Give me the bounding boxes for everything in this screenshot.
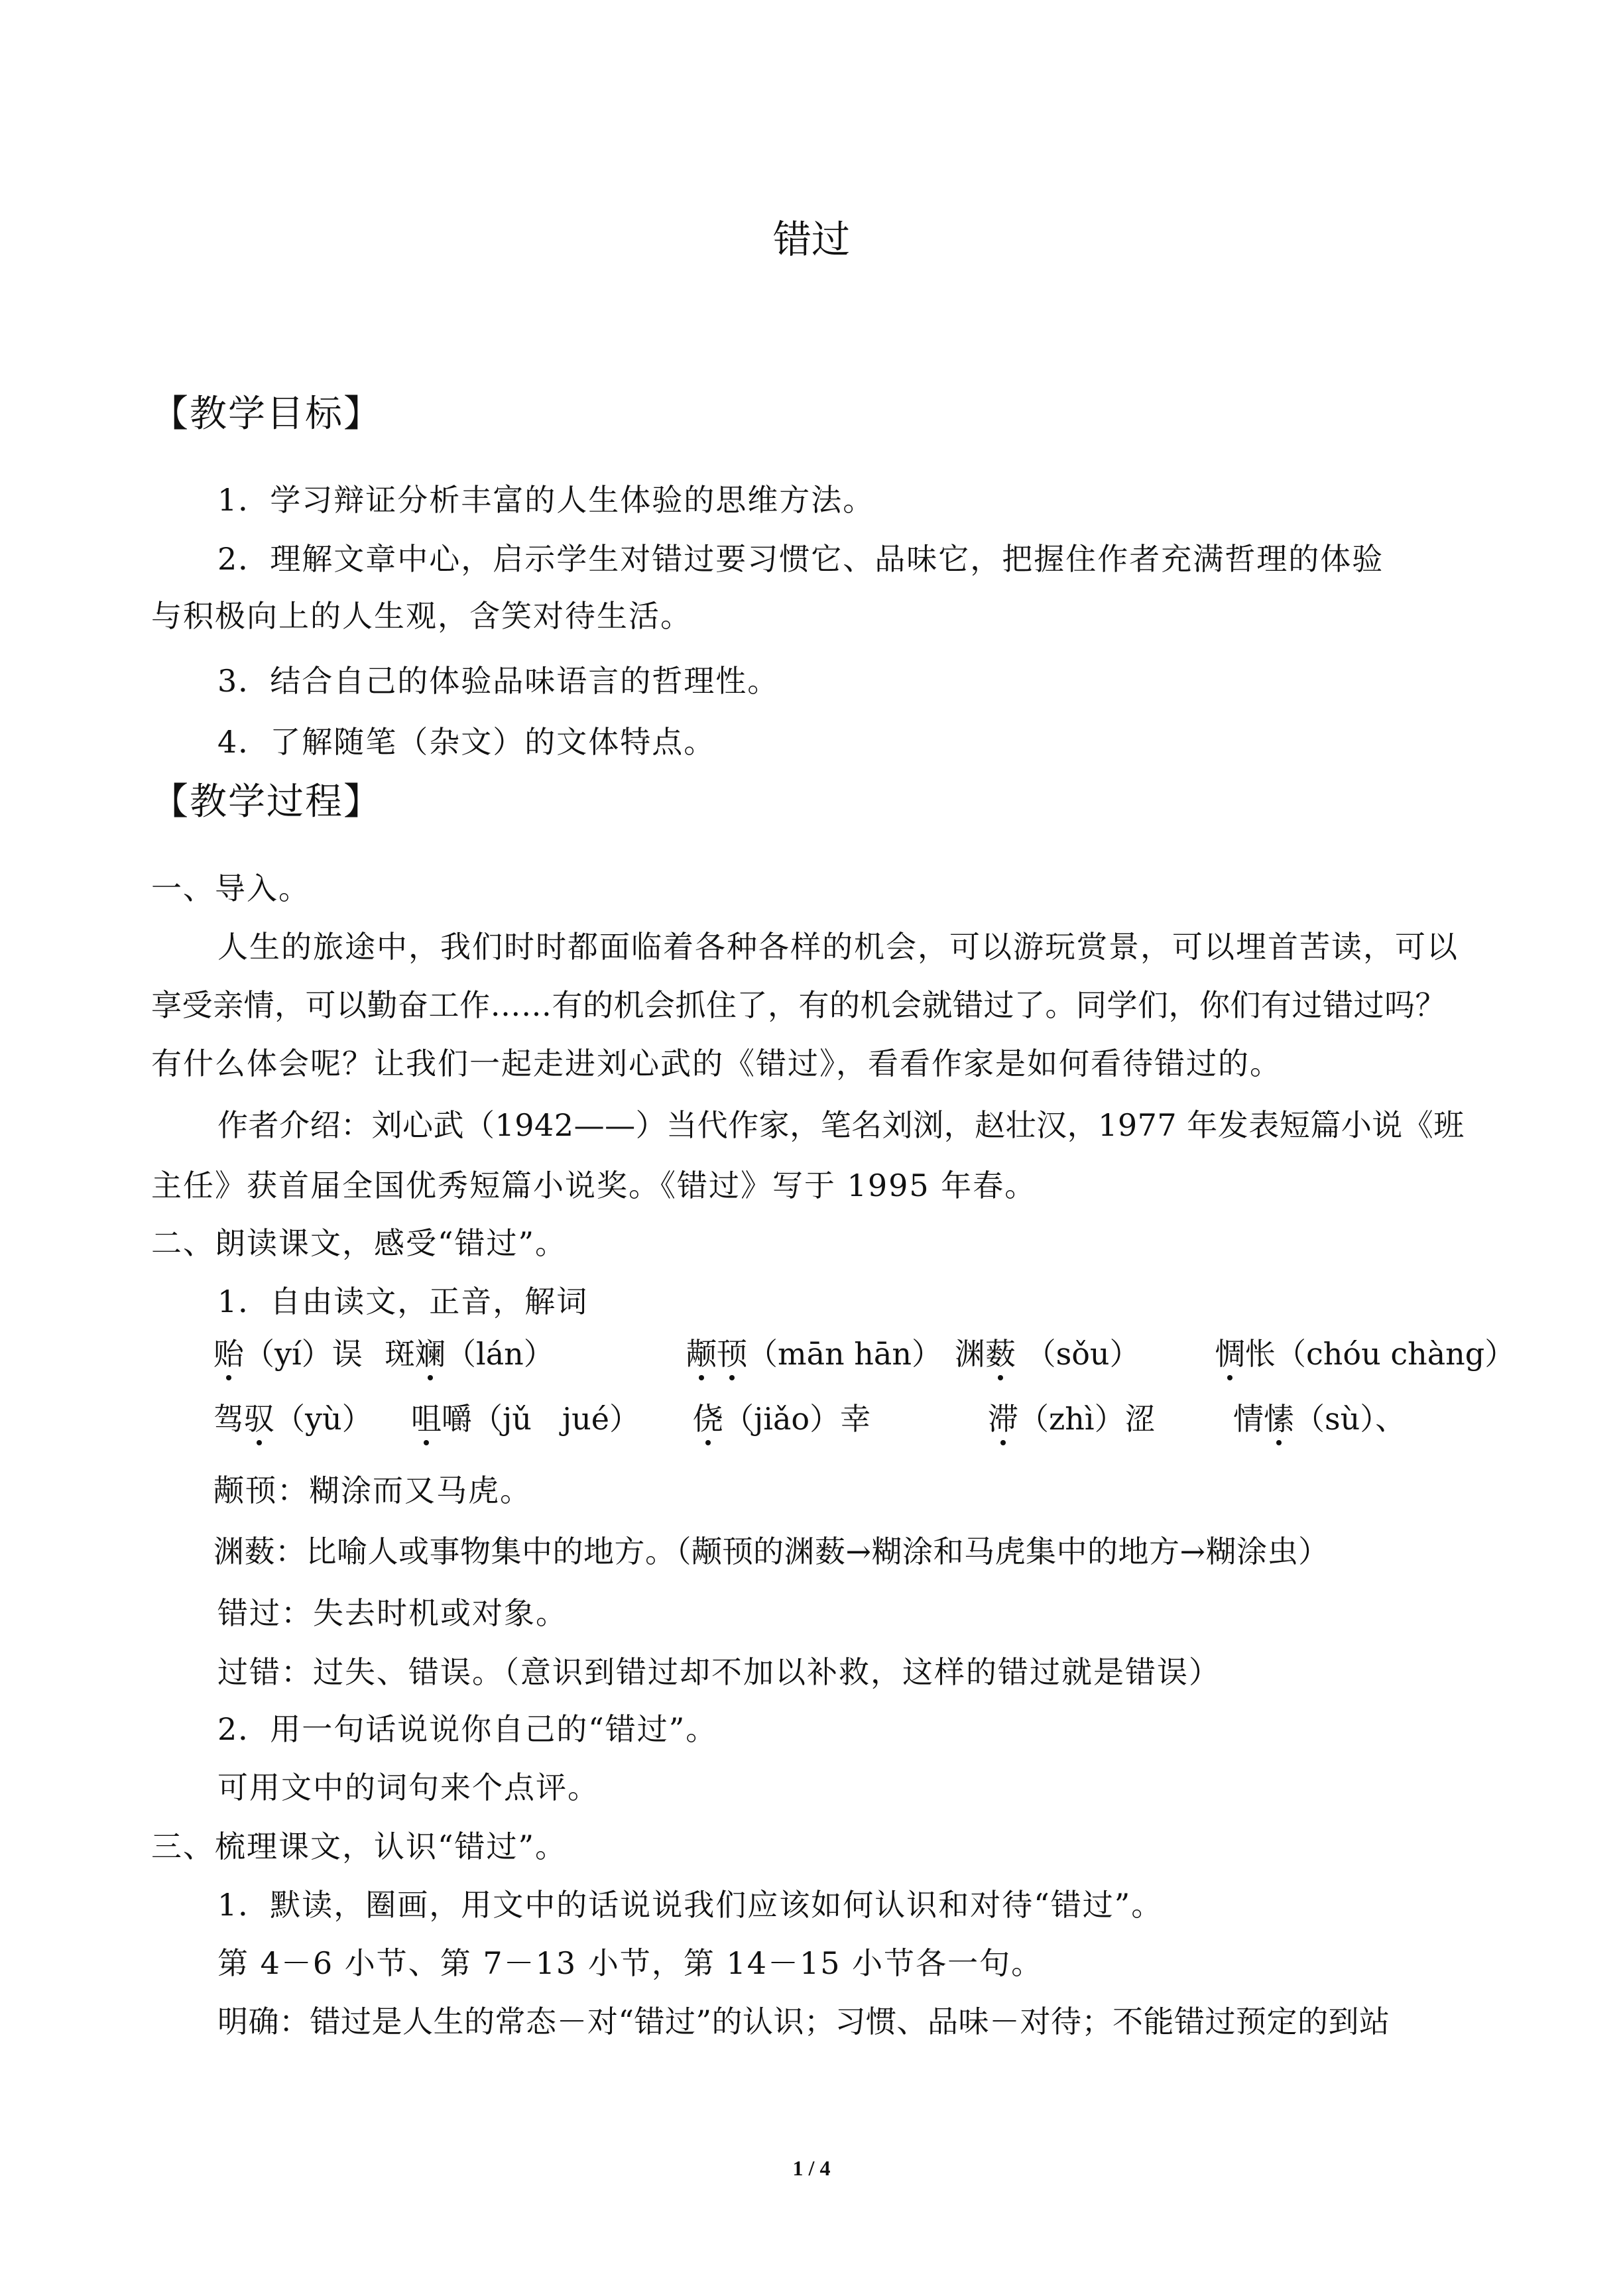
page-number: 1 / 4 bbox=[792, 2156, 831, 2180]
objective-item-2: 2．理解文章中心，启示学生对错过要习惯它、品味它，把握住作者充满哲理的体验 bbox=[217, 541, 1384, 577]
section-2-item-2: 2．用一句话说说你自己的“错过”。 bbox=[217, 1711, 718, 1747]
objective-item-1: 1．学习辩证分析丰富的人生体验的思维方法。 bbox=[217, 482, 875, 518]
objective-item-3: 3．结合自己的体验品味语言的哲理性。 bbox=[217, 663, 780, 699]
vocab-word: 贻（yí）误 bbox=[213, 1334, 363, 1374]
vocab-word: 渊薮 （sǒu） bbox=[955, 1334, 1140, 1374]
section-3-heading: 三、梳理课文，认识“错过”。 bbox=[151, 1829, 568, 1864]
section-3-item-1-note: 第 4－6 小节、第 7－13 小节，第 14－15 小节各一句。 bbox=[217, 1945, 1044, 1981]
intro-paragraph-line-1: 人生的旅途中，我们时时都面临着各种各样的机会，可以游玩赏景，可以埋首苦读，可以 bbox=[217, 929, 1459, 965]
definition-3: 错过：失去时机或对象。 bbox=[217, 1595, 568, 1631]
definition-2: 渊薮：比喻人或事物集中的地方。（颟顸的渊薮→糊涂和马虎集中的地方→糊涂虫） bbox=[213, 1534, 1329, 1569]
definition-4: 过错：过失、错误。（意识到错过却不加以补救，这样的错过就是错误） bbox=[217, 1654, 1221, 1690]
page-title: 错过 bbox=[772, 217, 850, 262]
intro-paragraph-line-2: 享受亲情，可以勤奋工作……有的机会抓住了，有的机会就错过了。同学们，你们有过错过吗？ bbox=[151, 987, 1446, 1023]
vocab-word: 咀嚼（jǔ jué） bbox=[411, 1399, 640, 1439]
author-intro-line-1: 作者介绍：刘心武（1942——）当代作家，笔名刘浏，赵壮汉，1977 年发表短篇小说《班 bbox=[217, 1107, 1465, 1143]
objective-item-2-cont: 与积极向上的人生观，含笑对待生活。 bbox=[151, 598, 692, 634]
vocab-word: 惆怅（chóu chàng） bbox=[1215, 1334, 1515, 1374]
vocab-word: 驾驭（yù） bbox=[213, 1399, 373, 1439]
vocab-word: 侥（jiǎo）幸 bbox=[693, 1399, 871, 1439]
intro-paragraph-line-3: 有什么体会呢？让我们一起走进刘心武的《错过》，看看作家是如何看待错过的。 bbox=[151, 1046, 1282, 1081]
section-3-item-1-answer: 明确：错过是人生的常态－对“错过”的认识；习惯、品味－对待；不能错过预定的到站 bbox=[217, 2004, 1390, 2039]
author-intro-line-2: 主任》获首届全国优秀短篇小说奖。《错过》写于 1995 年春。 bbox=[151, 1168, 1037, 1203]
section-3-item-1: 1．默读，圈画，用文中的话说说我们应该如何认识和对待“错过”。 bbox=[217, 1887, 1164, 1923]
process-heading: 【教学过程】 bbox=[151, 780, 382, 823]
vocab-word: 滞（zhì）涩 bbox=[988, 1399, 1156, 1439]
vocab-word: 情愫（sù）、 bbox=[1233, 1399, 1406, 1439]
definition-1: 颟顸：糊涂而又马虎。 bbox=[213, 1473, 532, 1508]
objectives-heading: 【教学目标】 bbox=[151, 393, 382, 436]
section-2-item-2-note: 可用文中的词句来个点评。 bbox=[217, 1770, 599, 1805]
section-1-heading: 一、导入。 bbox=[151, 871, 310, 906]
vocab-word: 斑斓（lán） bbox=[385, 1334, 554, 1374]
section-2-item-1: 1．自由读文，正音，解词 bbox=[217, 1284, 589, 1319]
objective-item-4: 4．了解随笔（杂文）的文体特点。 bbox=[217, 724, 716, 760]
vocab-word: 颟顸（mān hān） bbox=[686, 1334, 942, 1374]
section-2-heading: 二、朗读课文，感受“错过”。 bbox=[151, 1225, 568, 1261]
